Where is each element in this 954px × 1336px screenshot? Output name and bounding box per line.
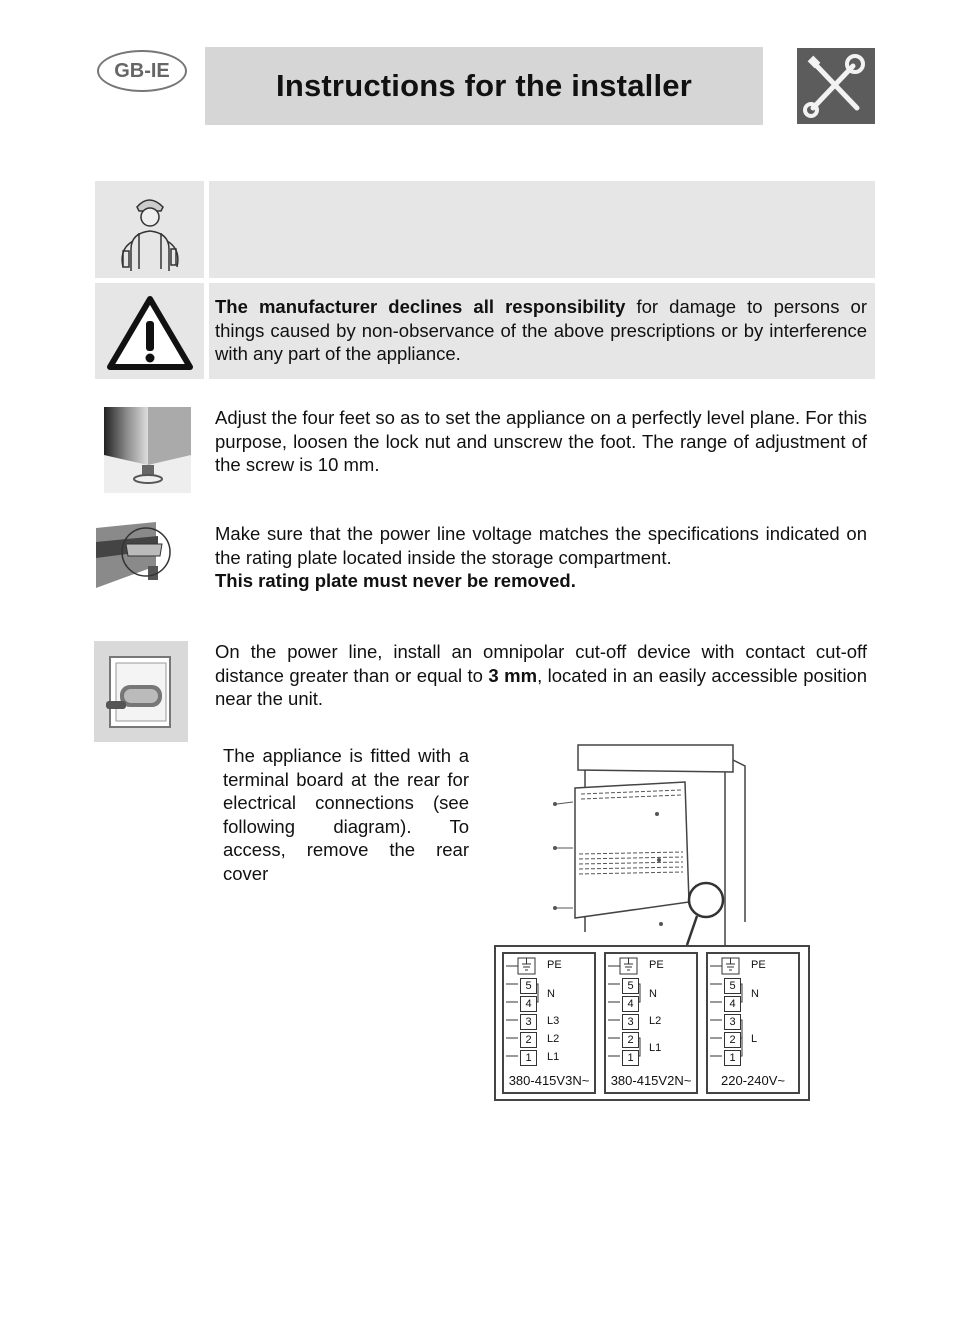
switch-icon: [94, 641, 188, 742]
rear-cover-drawing: [545, 742, 795, 948]
phase-label: L: [751, 1033, 758, 1045]
terminal-text: The appliance is fitted with a terminal board at the rear for electrical connections (see following diagram). To access, remove the rear cover: [223, 745, 469, 884]
voltage-bold: This rating plate must never be removed.: [215, 570, 576, 591]
terminal-number: 5: [622, 978, 639, 994]
terminal-number: 4: [724, 996, 741, 1012]
neutral-label: N: [547, 988, 555, 1000]
title-bar: [205, 47, 763, 125]
warning-text-panel: [209, 283, 875, 379]
terminal-number: 2: [622, 1032, 639, 1048]
pe-label: PE: [547, 959, 562, 971]
tools-icon: [797, 48, 875, 124]
terminal-board-diagram: [494, 945, 810, 1101]
terminal-number: 1: [520, 1050, 537, 1066]
phase-label: L2: [547, 1033, 560, 1045]
voltage-label: 220-240V~: [721, 1073, 785, 1088]
voltage-main: Make sure that the power line voltage matches the specifications indicated on the rating plate located inside the storage compartment.: [215, 523, 867, 568]
pe-label: PE: [649, 959, 664, 971]
terminal-number: 5: [724, 978, 741, 994]
phase-label: L1: [547, 1051, 560, 1063]
terminal-number: 5: [520, 978, 537, 994]
warning-icon: [95, 283, 204, 379]
region-badge: GB-IE: [97, 50, 187, 92]
phase-label: L2: [649, 1015, 662, 1027]
responsibility-text: [215, 295, 867, 366]
responsibility-bold: The manufacturer declines all responsibility: [215, 296, 626, 317]
rating-plate-icon: [96, 522, 174, 588]
neutral-label: N: [751, 988, 759, 1000]
voltage-label: 380-415V2N~: [610, 1073, 692, 1088]
terminal-board-2phase: [604, 952, 698, 1094]
phase-label: L3: [547, 1015, 560, 1027]
phase-label: L1: [649, 1042, 662, 1054]
page-title: Instructions for the installer: [276, 68, 692, 103]
warning-icon-cell: [95, 283, 204, 379]
feet-icon: [104, 407, 191, 493]
terminal-number: 3: [520, 1014, 537, 1030]
terminal-number: 1: [724, 1050, 741, 1066]
terminal-number: 3: [724, 1014, 741, 1030]
terminal-board-1phase: [706, 952, 800, 1094]
neutral-label: N: [649, 988, 657, 1000]
cutoff-text: [215, 640, 867, 711]
terminal-number: 3: [622, 1014, 639, 1030]
terminal-number: 4: [520, 996, 537, 1012]
voltage-label: 380-415V3N~: [508, 1073, 590, 1088]
voltage-text: [215, 522, 867, 593]
cutoff-post: , located in an easily accessible position near the unit.: [215, 664, 868, 709]
cutoff-bold: 3 mm: [488, 664, 538, 686]
terminal-board-3phase: [502, 952, 596, 1094]
installer-icon: [95, 181, 204, 278]
terminal-number: 1: [622, 1050, 639, 1066]
feet-text: Adjust the four feet so as to set the appliance on a perfectly level plane. For this purpose, loosen the lock nut and unscrew the foot. The range of adjustment of the screw is 10 mm.: [215, 407, 867, 475]
terminal-number: 4: [622, 996, 639, 1012]
installer-icon-cell: [95, 181, 204, 278]
cutoff-pre: On the power line, install an omnipolar cut-off device with contact cut-off distance greater than or equal to: [215, 641, 867, 686]
installer-blank-panel: [209, 181, 875, 278]
responsibility-rest: for damage to persons or things caused by non-observance of the above prescriptions or by interference with any part of the appliance.: [215, 296, 868, 364]
terminal-number: 2: [520, 1032, 537, 1048]
terminal-number: 2: [724, 1032, 741, 1048]
pe-label: PE: [751, 959, 766, 971]
